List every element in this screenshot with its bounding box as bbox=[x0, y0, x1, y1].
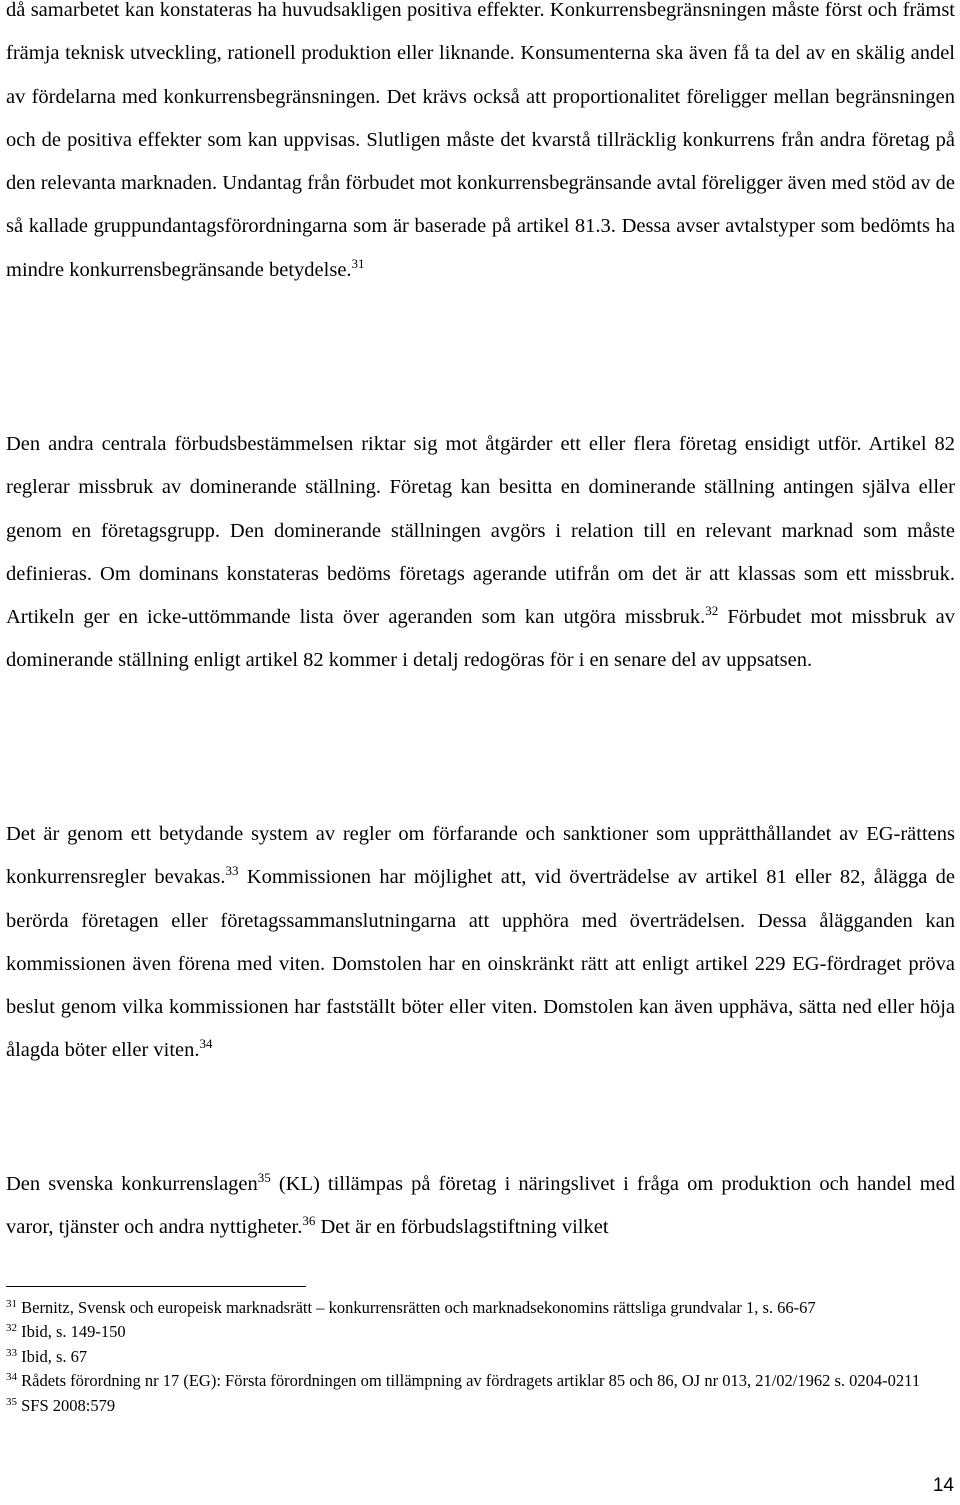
footnote-number: 34 bbox=[6, 1371, 17, 1384]
paragraph-text: Det är en förbudslagstiftning vilket bbox=[315, 1216, 609, 1239]
paragraph-text: Det är genom ett betydande system av regler om förfarande och sanktioner som upprätthållandet av EG-rättens konkurrensregler bevakas. bbox=[6, 823, 955, 889]
footnote-32 bbox=[6, 1320, 955, 1344]
footnote-text: SFS 2008:579 bbox=[17, 1395, 116, 1415]
footnote-number: 32 bbox=[6, 1322, 17, 1335]
footnote-separator bbox=[6, 1286, 306, 1287]
footnotes-section bbox=[6, 1296, 955, 1418]
footnote-number: 33 bbox=[6, 1346, 17, 1359]
body-paragraph-4 bbox=[6, 1163, 955, 1250]
paragraph-text: Förbudet mot missbruk av dominerande ställning enligt artikel 82 kommer i detalj redogöras för i en senare del av uppsatsen. bbox=[6, 606, 956, 672]
footnote-number: 31 bbox=[6, 1298, 17, 1310]
body-paragraph-3 bbox=[6, 813, 955, 1073]
footnote-31 bbox=[6, 1296, 955, 1320]
footnote-text: Ibid, s. 67 bbox=[17, 1346, 88, 1366]
footnote-35 bbox=[6, 1394, 955, 1418]
paragraph-text: (KL) tillämpas på företag i näringslivet i fråga om produktion och handel med varor, tjänster och andra nyttigheter. bbox=[6, 1173, 955, 1239]
footnote-text: Bernitz, Svensk och europeisk marknadsrätt – konkurrensrätten och marknadsekonomins rättsliga grundvalar 1, s. 66-67 bbox=[17, 1298, 816, 1317]
footnote-ref-31[interactable]: 31 bbox=[351, 255, 365, 271]
footnote-ref-32[interactable]: 32 bbox=[705, 603, 719, 619]
footnote-ref-33[interactable]: 33 bbox=[225, 863, 239, 879]
footnote-text: Ibid, s. 149-150 bbox=[17, 1322, 126, 1342]
footnote-ref-36[interactable]: 36 bbox=[302, 1213, 316, 1229]
footnote-text: Rådets förordning nr 17 (EG): Första förordningen om tillämpning av fördragets artiklar 85 och 86, OJ nr 013, 21/02/1962 s. 0204-0211 bbox=[17, 1371, 921, 1391]
page-number: 14 bbox=[932, 1475, 954, 1496]
paragraph-text: då samarbetet kan konstateras ha huvudsakligen positiva effekter. Konkurrensbegränsningen måste först och främst främja teknisk utveckling, rationell produktion eller liknande. Konsumenterna ska även få ta del av en skälig andel av fördelarna med konkurrensbegränsningen. Det krävs också att proportionalitet föreligger mellan begränsningen och de positiva effekter som kan uppvisas. Slutligen måste det kvarstå tillräcklig konkurrens från andra företag på den relevanta marknaden. Undantag från förbudet mot konkurrensbegränsande avtal föreligger även med stöd av de så kallade gruppundantagsförordningarna som är baserade på artikel 81.3. Dessa avser avtalstyper som bedömts ha mindre konkurrensbegränsande betydelse. bbox=[6, 0, 955, 281]
footnote-ref-34[interactable]: 34 bbox=[199, 1036, 213, 1052]
body-paragraph-1 bbox=[6, 0, 955, 292]
footnote-34 bbox=[6, 1369, 955, 1393]
footnote-number: 35 bbox=[6, 1395, 17, 1408]
paragraph-text: Den andra centrala förbudsbestämmelsen riktar sig mot åtgärder ett eller flera företag ensidigt utför. Artikel 82 reglerar missbruk av dominerande ställning. Företag kan besitta en dominerande ställning antingen själva eller genom en företagsgrupp. Den dominerande ställningen avgörs i relation till en relevant marknad som måste definieras. Om dominans konstateras bedöms företags agerande utifrån om det är att klassas som ett missbruk. Artikeln ger en icke-uttömmande lista över ageranden som kan utgöra missbruk. bbox=[6, 433, 955, 629]
paragraph-text: Kommissionen har möjlighet att, vid överträdelse av artikel 81 eller 82, ålägga de berörda företagen eller företagssammanslutningarna att upphöra med överträdelsen. Dessa ålägganden kan kommissionen även förena med viten. Domstolen har en oinskränkt rätt att enligt artikel 229 EG-fördraget pröva beslut genom vilka kommissionen har fastställt böter eller viten. Domstolen kan även upphäva, sätta ned eller höja ålagda böter eller viten. bbox=[6, 866, 955, 1062]
body-paragraph-2 bbox=[6, 423, 955, 683]
paragraph-text: Den svenska konkurrenslagen bbox=[6, 1173, 258, 1195]
footnote-ref-35[interactable]: 35 bbox=[257, 1170, 271, 1185]
footnote-33 bbox=[6, 1345, 955, 1369]
